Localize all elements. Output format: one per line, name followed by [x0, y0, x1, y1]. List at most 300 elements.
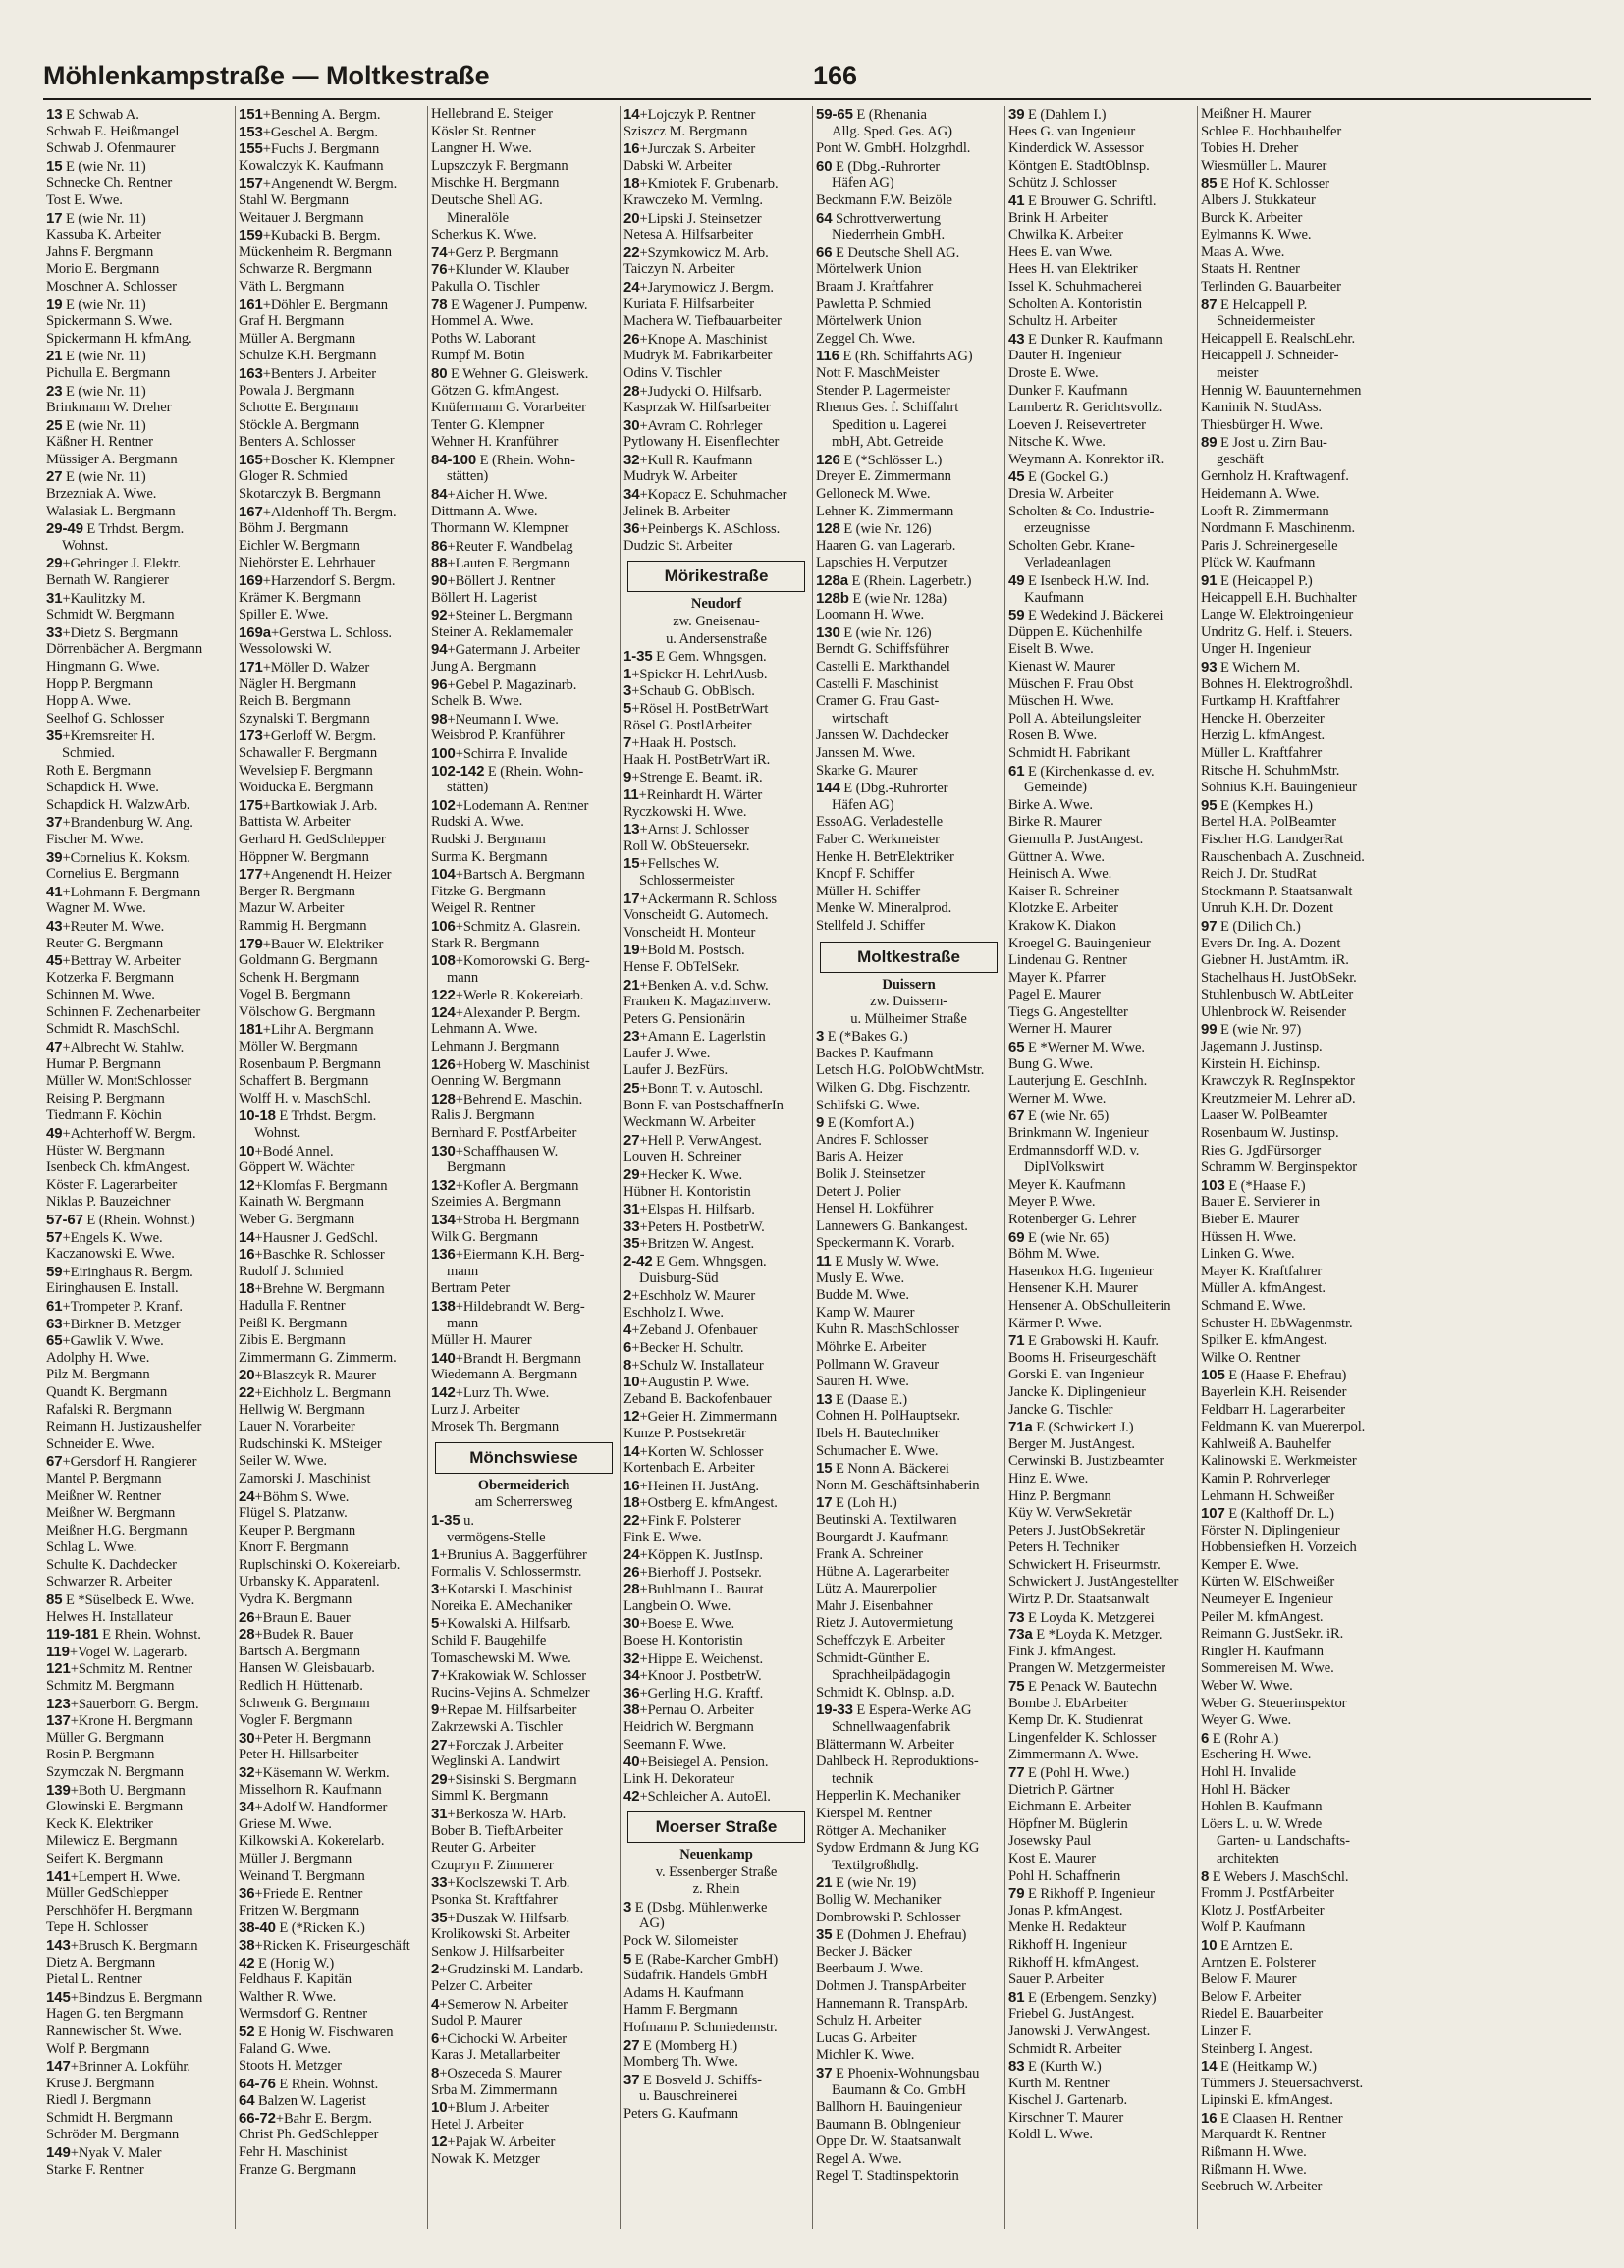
directory-entry: [1008, 1143, 1194, 1161]
house-number: 88: [431, 555, 448, 572]
directory-entry: [816, 1564, 1001, 1582]
entry-text: Kienast W. Maurer: [1008, 659, 1115, 675]
house-number: 20: [239, 1367, 255, 1384]
directory-entry: [623, 769, 809, 786]
entry-text: +Szymkowicz M. Arb.: [639, 244, 769, 261]
entry-text: architekten: [1217, 1850, 1279, 1866]
entry-text: Ritsche H. SchuhmMstr.: [1201, 762, 1340, 779]
house-number: 181: [239, 1021, 263, 1039]
entry-text: +Berkosza W. HArb.: [447, 1807, 567, 1822]
directory-entry: [46, 1816, 232, 1834]
house-number: 12: [623, 1408, 640, 1426]
entry-text: E (wie Nr. 65): [1024, 1229, 1110, 1246]
directory-entry: [623, 1132, 809, 1150]
entry-text: Prangen W. Metzgermeister: [1008, 1660, 1166, 1677]
directory-entry: [431, 1633, 617, 1650]
directory-entry: [816, 1685, 1001, 1702]
entry-text: +Bierhoff J. Postsekr.: [639, 1564, 762, 1581]
entry-text: Hohl H. Invalide: [1201, 1764, 1296, 1780]
directory-entry: [239, 1660, 424, 1678]
entry-text: E (Kirchenkasse d. ev.: [1024, 763, 1155, 780]
entry-text: +Behrend E. Maschin.: [455, 1091, 583, 1107]
directory-entry: [1201, 1903, 1387, 1920]
entry-text: Mörtelwerk Union: [816, 313, 922, 330]
directory-entry: [623, 1530, 809, 1547]
directory-entry: [816, 884, 1001, 901]
entry-text: Lindenau G. Rentner: [1008, 952, 1127, 969]
entry-text: Walasiak L. Bergmann: [46, 503, 176, 519]
entry-text: Schmidt R. MaschSchl.: [46, 1021, 180, 1038]
entry-text: Hadulla F. Rentner: [239, 1297, 346, 1314]
directory-entry: [46, 2092, 232, 2110]
directory-entry: [239, 1367, 424, 1384]
entry-text: Schrottverwertung: [832, 210, 941, 227]
entry-text: Becker J. Bäcker: [816, 1943, 912, 1960]
directory-entry: [431, 1926, 617, 1944]
entry-text: Boese H. Kontoristin: [623, 1633, 743, 1649]
entry-text: Südafrik. Handels GmbH: [623, 1968, 768, 1984]
directory-entry: [1008, 1903, 1194, 1920]
directory-entry: [1201, 849, 1387, 867]
entry-text: +Engels K. Wwe.: [62, 1229, 163, 1246]
entry-text: Neudorf: [690, 596, 742, 613]
entry-text: Tenter G. Klempner: [431, 416, 545, 433]
directory-entry: [1008, 832, 1194, 849]
entry-text: Benters A. Schlosser: [239, 434, 356, 451]
directory-entry: [1008, 1453, 1194, 1471]
directory-entry: [1201, 832, 1387, 849]
house-number: 6: [1201, 1729, 1210, 1747]
directory-entry: [46, 1021, 232, 1039]
directory-entry: [1008, 504, 1194, 521]
entry-text: Peißl K. Bergmann: [239, 1315, 348, 1331]
directory-entry: [431, 1246, 617, 1264]
directory-entry: [816, 1046, 1001, 1063]
directory-entry: [1201, 124, 1387, 141]
directory-entry: [1201, 348, 1387, 365]
directory-entry: [239, 1160, 424, 1177]
entry-text: E (Erbengem. Senzky): [1024, 1989, 1157, 2006]
directory-entry: [1201, 2162, 1387, 2180]
directory-entry: [46, 1367, 232, 1384]
directory-entry: [1008, 1782, 1194, 1800]
entry-text: Skarke G. Maurer: [816, 762, 918, 779]
entry-text: Bohnes H. Elektrogroßhdl.: [1201, 675, 1353, 692]
entry-text: Ballhorn H. Bauingenieur: [816, 2099, 962, 2116]
entry-text: Woiducka E. Bergmann: [239, 780, 374, 796]
entry-text: Brzezniak A. Wwe.: [46, 486, 157, 503]
directory-entry: [1008, 1316, 1194, 1333]
entry-text: Zibis E. Bergmann: [239, 1332, 346, 1349]
entry-text: +Benken A. v.d. Schw.: [639, 977, 769, 994]
entry-text: +Hell P. VerwAngest.: [639, 1132, 762, 1149]
street-heading: Moerser Straße: [627, 1811, 805, 1843]
entry-text: Mrosek Th. Bergmann: [431, 1419, 560, 1435]
entry-text: Lipinski E. kfmAngest.: [1201, 2092, 1333, 2109]
directory-entry: [1201, 1280, 1387, 1298]
directory-entry: [1201, 970, 1387, 988]
entry-text: Zimmermann G. Zimmerm.: [239, 1349, 397, 1366]
entry-text: +Fellsches W.: [639, 856, 720, 873]
house-number: 35: [431, 1909, 448, 1926]
directory-entry: [623, 977, 809, 995]
entry-text: Andres F. Schlosser: [816, 1131, 929, 1148]
entry-text: +Spicker H. LehrlAusb.: [631, 666, 768, 682]
house-number: 28: [623, 382, 640, 400]
entry-text: +Brandenburg W. Ang.: [62, 815, 193, 832]
entry-text: Müller W. MontSchlosser: [46, 1073, 192, 1090]
house-number: 26: [239, 1608, 255, 1626]
entry-text: Schnecke Ch. Rentner: [46, 175, 173, 191]
directory-entry: [431, 1039, 617, 1056]
entry-text: Hohl H. Bäcker: [1201, 1781, 1290, 1798]
entry-text: Schwab E. Heißmangel: [46, 123, 180, 139]
house-number: 163: [239, 364, 263, 382]
entry-text: Misselhorn R. Kaufmann: [239, 1781, 382, 1798]
directory-entry: [1201, 1851, 1387, 1868]
entry-text: Below F. Maurer: [1201, 1971, 1297, 1988]
house-number: 159: [239, 227, 263, 244]
directory-entry: [1201, 175, 1387, 192]
directory-entry: [431, 2082, 617, 2100]
directory-entry: [239, 1471, 424, 1488]
house-number: 74: [431, 243, 448, 261]
directory-entry: [46, 1229, 232, 1247]
directory-entry: [1201, 1367, 1387, 1384]
directory-entry: [46, 763, 232, 781]
house-number: 1: [623, 665, 632, 682]
directory-entry: [46, 711, 232, 729]
entry-text: +Lurz Th. Wwe.: [455, 1384, 550, 1401]
entry-text: Wilk G. Bergmann: [431, 1228, 539, 1245]
entry-text: Knüfermann G. Vorarbeiter: [431, 400, 586, 416]
entry-text: Müller A. kfmAngest.: [1201, 1280, 1326, 1297]
entry-text: Milewicz E. Bergmann: [46, 1833, 178, 1850]
entry-text: +Blum J. Arbeiter: [447, 2100, 549, 2117]
entry-text: +Pernau O. Arbeiter: [639, 1702, 754, 1719]
directory-entry: [431, 2047, 617, 2065]
directory-entry: [816, 1581, 1001, 1598]
directory-entry: [1008, 1989, 1194, 2007]
entry-text: Wilke O. Rentner: [1201, 1349, 1301, 1366]
directory-entry: [623, 1253, 809, 1270]
entry-text: +Repae M. Hilfsarbeiter: [439, 1702, 577, 1719]
directory-entry: [1008, 866, 1194, 884]
entry-text: Schwarze R. Bergmann: [239, 261, 372, 278]
directory-entry: [239, 434, 424, 452]
directory-entry: [1201, 952, 1387, 970]
directory-entry: [239, 918, 424, 936]
directory-entry: [623, 1339, 809, 1357]
directory-entry: [431, 1229, 617, 1247]
entry-text: Zamorski J. Maschinist: [239, 1470, 371, 1486]
entry-text: Langner H. Wwe.: [431, 140, 532, 157]
directory-entry: [623, 244, 809, 262]
entry-text: Graf H. Bergmann: [239, 313, 345, 330]
house-number: 38: [239, 1936, 255, 1954]
house-number: 165: [239, 451, 263, 468]
house-number: 124: [431, 1003, 456, 1021]
directory-entry: [1201, 866, 1387, 884]
directory-entry: [1008, 1229, 1194, 1247]
directory-entry: [816, 261, 1001, 279]
directory-entry: [431, 936, 617, 953]
entry-text: E (Rabe-Karcher GmbH): [631, 1951, 779, 1968]
entry-text: +Böhm S. Wwe.: [254, 1488, 350, 1505]
entry-text: Rosenbaum P. Bergmann: [239, 1055, 381, 1072]
entry-text: Griese M. Wwe.: [239, 1815, 332, 1832]
entry-text: +Eiringhaus R. Bergm.: [62, 1264, 193, 1280]
entry-text: Rudschinski K. MSteiger: [239, 1435, 382, 1452]
entry-text: Szeimies A. Bergmann: [431, 1194, 561, 1211]
entry-text: Bernath W. Rangierer: [46, 572, 169, 589]
entry-text: Verladeanlagen: [1024, 555, 1111, 571]
directory-entry: [623, 1149, 809, 1166]
house-number: 153: [239, 123, 263, 140]
directory-entry: [1008, 1350, 1194, 1368]
house-number: 179: [239, 935, 263, 952]
directory-entry: [1008, 1868, 1194, 1886]
house-number: 116: [816, 348, 839, 365]
entry-text: Jancke G. Tischler: [1008, 1401, 1113, 1418]
directory-entry: [46, 1919, 232, 1937]
entry-text: Castelli E. Markthandel: [816, 659, 950, 675]
directory-entry: [46, 192, 232, 210]
directory-entry: [1201, 1539, 1387, 1557]
directory-entry: [431, 261, 617, 279]
entry-text: Peters H. Techniker: [1008, 1539, 1120, 1556]
directory-entry: [431, 227, 617, 244]
directory-entry: [1008, 520, 1194, 538]
directory-entry: [816, 641, 1001, 659]
directory-entry: [239, 1039, 424, 1056]
directory-entry: [1201, 2058, 1387, 2076]
directory-entry: [1201, 1937, 1387, 1955]
entry-text: +Albrecht W. Stahlw.: [62, 1040, 185, 1056]
directory-entry: [816, 1858, 1001, 1875]
directory-entry: [623, 140, 809, 158]
directory-entry: [46, 1402, 232, 1420]
directory-entry: [623, 614, 809, 631]
house-number: 142: [431, 1383, 456, 1401]
directory-entry: [1201, 1298, 1387, 1316]
directory-entry: [46, 2076, 232, 2093]
directory-entry: [1201, 400, 1387, 417]
house-number: 85: [46, 1592, 63, 1609]
entry-text: Hellebrand E. Steiger: [431, 106, 553, 122]
house-number: 19: [623, 942, 640, 959]
house-number: 169: [239, 572, 263, 590]
directory-entry: [431, 313, 617, 331]
directory-entry: [239, 1799, 424, 1816]
entry-text: Dittmann A. Wwe.: [431, 503, 538, 519]
entry-text: E Webers J. MaschSchl.: [1209, 1868, 1349, 1885]
directory-entry: [1201, 918, 1387, 936]
entry-text: +Käsemann W. Werkm.: [254, 1765, 390, 1781]
entry-text: Kruse J. Bergmann: [46, 2075, 155, 2091]
entry-text: Hommel A. Wwe.: [431, 313, 534, 330]
directory-entry: [239, 1937, 424, 1955]
directory-entry: [1201, 624, 1387, 642]
directory-entry: [431, 1581, 617, 1598]
directory-entry: [1008, 1764, 1194, 1782]
entry-text: Schnellwaagenfabrik: [832, 1719, 951, 1736]
directory-entry: [431, 192, 617, 210]
entry-text: Unger H. Ingenieur: [1201, 641, 1312, 658]
house-number: 33: [623, 1217, 640, 1235]
directory-entry: [1201, 1747, 1387, 1764]
entry-text: Sziszcz M. Bergmann: [623, 123, 748, 139]
directory-entry: [1008, 624, 1194, 642]
directory-entry: [1201, 1073, 1387, 1091]
directory-entry: [239, 1332, 424, 1350]
directory-entry: [816, 365, 1001, 383]
directory-entry: [1008, 1730, 1194, 1748]
entry-text: Burck K. Arbeiter: [1201, 209, 1303, 226]
entry-text: Stachelhaus H. JustObSekr.: [1201, 969, 1357, 986]
entry-text: Heicappell J. Schneider-: [1201, 348, 1339, 364]
entry-text: AG): [639, 1916, 665, 1932]
house-number: 20: [623, 209, 640, 227]
directory-entry: [1008, 1574, 1194, 1592]
directory-entry: [623, 175, 809, 192]
entry-text: Lange W. Elektroingenieur: [1201, 607, 1354, 623]
entry-text: Issel K. Schuhmacherei: [1008, 278, 1142, 295]
house-number: 30: [623, 416, 640, 434]
entry-text: Böhm M. Wwe.: [1008, 1246, 1100, 1263]
directory-entry: [1008, 1332, 1194, 1350]
directory-entry: [431, 572, 617, 590]
entry-text: Lapschies H. Verputzer: [816, 555, 948, 571]
entry-text: Taiczyn N. Arbeiter: [623, 261, 735, 278]
entry-text: Backes P. Kaufmann: [816, 1045, 934, 1061]
directory-entry: [239, 1073, 424, 1091]
entry-text: Walther R. Wwe.: [239, 1988, 337, 2005]
directory-entry: [1008, 2006, 1194, 2024]
house-number: 23: [623, 1028, 640, 1046]
entry-text: Formalis V. Schlossermstr.: [431, 1563, 582, 1580]
entry-text: Hübner H. Kontoristin: [623, 1183, 751, 1200]
directory-entry: [46, 1246, 232, 1264]
entry-text: +Eiermann K.H. Berg-: [455, 1247, 585, 1264]
house-number: 9: [431, 1701, 440, 1719]
entry-text: +Angenendt W. Bergm.: [262, 176, 398, 192]
directory-entry: [816, 2065, 1001, 2082]
house-number: 4: [623, 1322, 632, 1339]
entry-text: Ruplschinski O. Kokereiarb.: [239, 1556, 401, 1573]
directory-entry: [623, 942, 809, 959]
entry-text: Rosenbaum W. Justinsp.: [1201, 1125, 1339, 1142]
entry-text: E (wie Nr. 128a): [848, 590, 947, 607]
entry-text: Koldl L. Wwe.: [1008, 2127, 1093, 2143]
entry-text: Paris J. Schreinergeselle: [1201, 537, 1338, 554]
house-number: 37: [623, 2071, 640, 2088]
entry-text: Mudryk W. Arbeiter: [623, 468, 738, 485]
directory-entry: [1201, 486, 1387, 504]
house-number: 24: [623, 1546, 640, 1564]
house-number: 14: [623, 106, 640, 123]
entry-text: Rikhoff H. kfmAngest.: [1008, 1954, 1140, 1971]
directory-entry: [46, 590, 232, 608]
entry-text: Röttger A. Mechaniker: [816, 1822, 947, 1839]
entry-text: +Kopacz E. Schuhmacher: [639, 487, 787, 504]
directory-entry: [1201, 261, 1387, 279]
directory-entry: [46, 936, 232, 953]
entry-text: Rißmann H. Wwe.: [1201, 2144, 1307, 2161]
entry-text: +Blaszcyk R. Maurer: [254, 1368, 376, 1384]
directory-entry: [431, 900, 617, 918]
directory-entry: [623, 648, 809, 666]
entry-text: Pawletta P. Schmied: [816, 296, 931, 312]
entry-text: Psonka St. Kraftfahrer: [431, 1891, 558, 1908]
entry-text: +Lojczyk P. Rentner: [639, 107, 756, 123]
entry-text: Hobbensiefken H. Vorzeich: [1201, 1539, 1357, 1556]
entry-text: Kinderdick W. Assessor: [1008, 140, 1144, 157]
directory-entry: [239, 1436, 424, 1454]
directory-entry: [816, 711, 1001, 729]
directory-entry: [1201, 192, 1387, 210]
entry-text: Bayerlein K.H. Reisender: [1201, 1383, 1347, 1400]
directory-entry: [1008, 244, 1194, 262]
directory-entry: [1201, 693, 1387, 711]
directory-entry: [431, 1650, 617, 1668]
directory-entry: [239, 2127, 424, 2144]
directory-entry: [1008, 1419, 1194, 1436]
entry-text: Dudzic St. Arbeiter: [623, 537, 733, 554]
directory-entry: [1201, 1574, 1387, 1592]
entry-text: Redlich H. Hüttenarb.: [239, 1678, 363, 1695]
entry-text: Reuter G. Arbeiter: [431, 1840, 536, 1857]
directory-entry: [1201, 676, 1387, 694]
entry-text: Roll W. ObSteuersekr.: [623, 837, 750, 854]
directory-entry: [239, 297, 424, 314]
entry-text: Wessolowski W.: [239, 641, 332, 658]
entry-text: Mörtelwerk Union: [816, 261, 922, 278]
directory-entry: [623, 1564, 809, 1582]
entry-text: E (wie Nr. 19): [832, 1875, 917, 1892]
directory-entry: [46, 124, 232, 141]
house-number: 10: [623, 1374, 640, 1391]
entry-text: Tepe H. Schlosser: [46, 1919, 148, 1936]
entry-text: Schlee E. Hochbauhelfer: [1201, 123, 1342, 139]
entry-text: Schulze K.H. Bergmann: [239, 348, 377, 364]
directory-entry: [816, 1719, 1001, 1737]
directory-entry: [239, 348, 424, 365]
entry-text: Keuper P. Bergmann: [239, 1522, 356, 1539]
house-number: 35: [623, 1235, 640, 1253]
directory-entry: [431, 1961, 617, 1978]
house-number: 3: [623, 682, 632, 700]
directory-entry: [1008, 192, 1194, 210]
directory-entry: [1008, 2058, 1194, 2076]
house-number: 1-35: [623, 648, 653, 666]
directory-entry: [46, 1539, 232, 1557]
directory-entry: [1008, 1523, 1194, 1540]
entry-text: Josewsky Paul: [1008, 1833, 1092, 1850]
directory-entry: [623, 1581, 809, 1598]
directory-entry: [623, 1374, 809, 1391]
directory-entry: [1008, 1609, 1194, 1627]
entry-text: Evers Dr. Ing. A. Dozent: [1201, 935, 1341, 951]
directory-entry: [46, 693, 232, 711]
directory-entry: [1201, 1730, 1387, 1748]
entry-text: Kirstein H. Eichinsp.: [1201, 1055, 1321, 1072]
directory-entry: [816, 2133, 1001, 2151]
directory-entry: [1008, 641, 1194, 659]
directory-entry: [1008, 1073, 1194, 1091]
entry-text: Scholten Gebr. Krane-: [1008, 537, 1135, 554]
directory-entry: [1201, 1592, 1387, 1609]
